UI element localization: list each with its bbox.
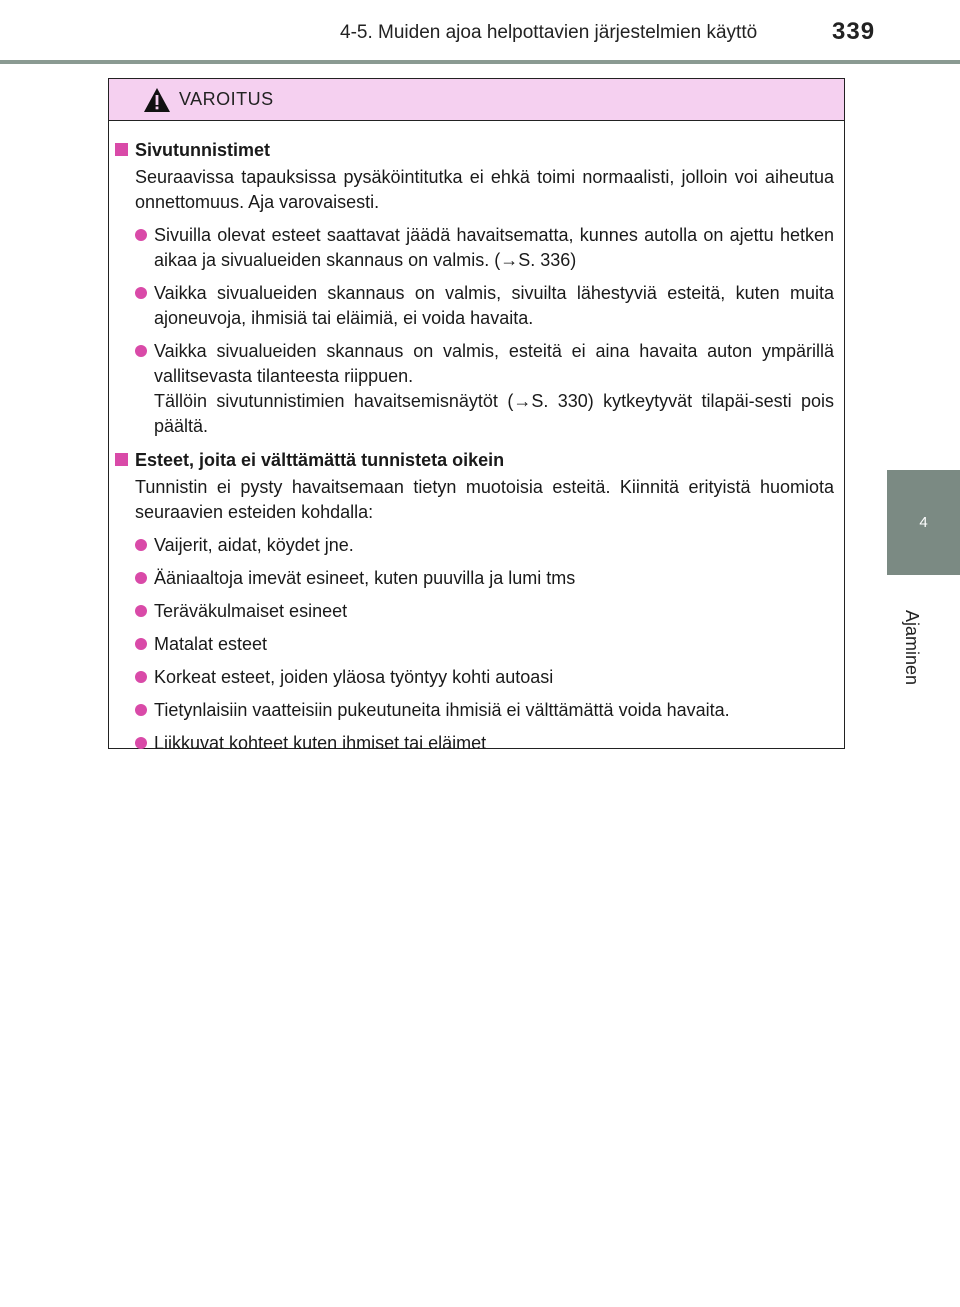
list-item: Sivuilla olevat esteet saattavat jäädä havaitsematta, kunnes autolla on ajettu hetken aikaa ja sivualueiden skannaus on valmis. (→S. 336) [135, 223, 834, 273]
list-item: Vaijerit, aidat, köydet jne. [135, 533, 834, 558]
square-bullet-icon [115, 453, 128, 466]
dot-bullet-icon [135, 539, 147, 551]
section-undetected-obstacles [114, 447, 834, 756]
dot-bullet-icon [135, 572, 147, 584]
chapter-tab [887, 470, 960, 575]
section-heading: Sivutunnistimet [114, 137, 834, 163]
square-bullet-icon [115, 143, 128, 156]
warning-title: VAROITUS [179, 89, 274, 109]
section-paragraph: Seuraavissa tapauksissa pysäköintitutka ei ehkä toimi normaalisti, jolloin voi aiheutua onnettomuus. Aja varovaisesti. [135, 167, 834, 212]
warning-triangle-icon [143, 87, 171, 113]
header-divider [0, 60, 960, 64]
list-item: Vaikka sivualueiden skannaus on valmis, sivuilta lähestyviä esteitä, kuten muita ajoneuvoja, ihmisiä tai eläimiä, ei voida havaita. [135, 281, 834, 331]
dot-bullet-icon [135, 704, 147, 716]
warning-box [108, 78, 845, 753]
dot-bullet-icon [135, 737, 147, 749]
list-item: Matalat esteet [135, 632, 834, 657]
dot-bullet-icon [135, 671, 147, 683]
dot-bullet-icon [135, 229, 147, 241]
list-item: Liikkuvat kohteet kuten ihmiset tai eläimet [135, 731, 834, 756]
warning-header [109, 79, 844, 121]
list-item: Vaikka sivualueiden skannaus on valmis, esteitä ei aina havaita auton ympärillä vallitsevasta tilanteesta riippuen. Tällöin sivutunnistimien havaitsemisnäytöt (→S. 330) kytkeytyvät tilapäi-sesti pois päältä. [135, 339, 834, 439]
chapter-number: 4 [919, 514, 928, 531]
running-header: 4-5. Muiden ajoa helpottavien järjestelmien käyttö [340, 22, 758, 43]
dot-bullet-icon [135, 605, 147, 617]
list-item: Korkeat esteet, joiden yläosa työntyy kohti autoasi [135, 665, 834, 690]
list-item: Teräväkulmaiset esineet [135, 599, 834, 624]
chapter-label: Ajaminen [902, 610, 922, 686]
dot-bullet-icon [135, 287, 147, 299]
list-item: Ääniaaltoja imevät esineet, kuten puuvilla ja lumi tms [135, 566, 834, 591]
list-item: Tietynlaisiin vaatteisiin pukeutuneita ihmisiä ei välttämättä voida havaita. [135, 698, 834, 723]
dot-bullet-icon [135, 638, 147, 650]
page-number: 339 [832, 18, 876, 45]
section-side-sensors [114, 137, 834, 439]
section-paragraph: Tunnistin ei pysty havaitsemaan tietyn muotoisia esteitä. Kiinnitä erityistä huomiota seuraavien esteiden kohdalla: [135, 477, 834, 522]
warning-body [109, 121, 844, 756]
section-heading: Esteet, joita ei välttämättä tunnisteta oikein [114, 447, 834, 473]
dot-bullet-icon [135, 345, 147, 357]
